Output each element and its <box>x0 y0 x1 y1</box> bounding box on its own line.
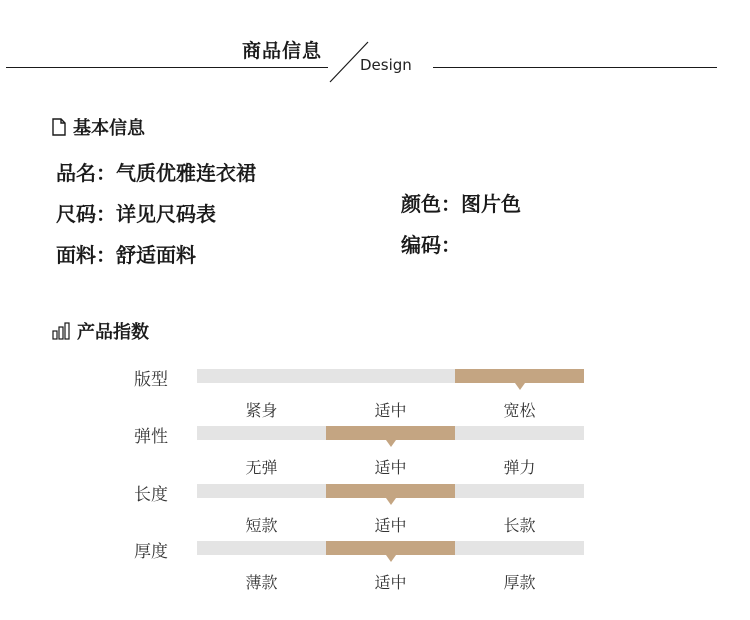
index-pointer <box>386 498 396 505</box>
index-track <box>197 541 584 555</box>
index-option: 宽松 <box>503 401 536 420</box>
index-option: 紧身 <box>245 401 278 420</box>
index-label: 长度 <box>134 485 168 505</box>
bar-chart-icon <box>52 322 70 340</box>
info-value: 图片色 <box>461 192 521 216</box>
index-track <box>197 369 584 383</box>
info-value: 舒适面料 <box>116 243 196 267</box>
index-selected-segment <box>326 541 455 555</box>
index-option: 适中 <box>374 573 407 592</box>
info-label: 品名： <box>56 161 116 185</box>
basic-info-heading <box>52 114 145 140</box>
info-label: 颜色： <box>401 192 461 216</box>
document-icon <box>52 118 66 136</box>
info-row-left-0 <box>56 157 256 186</box>
index-label: 弹性 <box>134 427 168 447</box>
index-option: 无弹 <box>245 458 278 477</box>
index-option: 短款 <box>245 516 278 535</box>
index-option: 长款 <box>503 516 536 535</box>
index-pointer <box>515 383 525 390</box>
basic-info-heading-text: 基本信息 <box>73 118 145 139</box>
index-option: 弹力 <box>503 458 536 477</box>
info-label: 编码： <box>401 233 461 257</box>
info-row-left-2 <box>56 239 196 268</box>
header-subtitle: Design <box>360 56 412 74</box>
index-pointer <box>386 555 396 562</box>
index-pointer <box>386 440 396 447</box>
info-row-right-1 <box>401 229 461 258</box>
index-track <box>197 426 584 440</box>
header-line-right <box>433 67 717 68</box>
product-index-heading-text: 产品指数 <box>77 322 149 343</box>
index-selected-segment <box>326 484 455 498</box>
index-option: 适中 <box>374 458 407 477</box>
index-option: 适中 <box>374 401 407 420</box>
info-label: 面料： <box>56 243 116 267</box>
info-row-right-0 <box>401 188 521 217</box>
index-label: 厚度 <box>134 542 168 562</box>
index-option: 适中 <box>374 516 407 535</box>
header-title: 商品信息 <box>242 40 323 62</box>
index-selected-segment <box>326 426 455 440</box>
index-selected-segment <box>455 369 584 383</box>
info-row-left-1 <box>56 198 216 227</box>
info-value: 气质优雅连衣裙 <box>116 161 256 185</box>
index-track <box>197 484 584 498</box>
info-label: 尺码： <box>56 202 116 226</box>
info-value: 详见尺码表 <box>116 202 216 226</box>
index-option: 厚款 <box>503 573 536 592</box>
index-option: 薄款 <box>245 573 278 592</box>
product-index-heading <box>52 318 149 344</box>
header-line-left <box>6 67 328 68</box>
index-label: 版型 <box>134 370 168 390</box>
